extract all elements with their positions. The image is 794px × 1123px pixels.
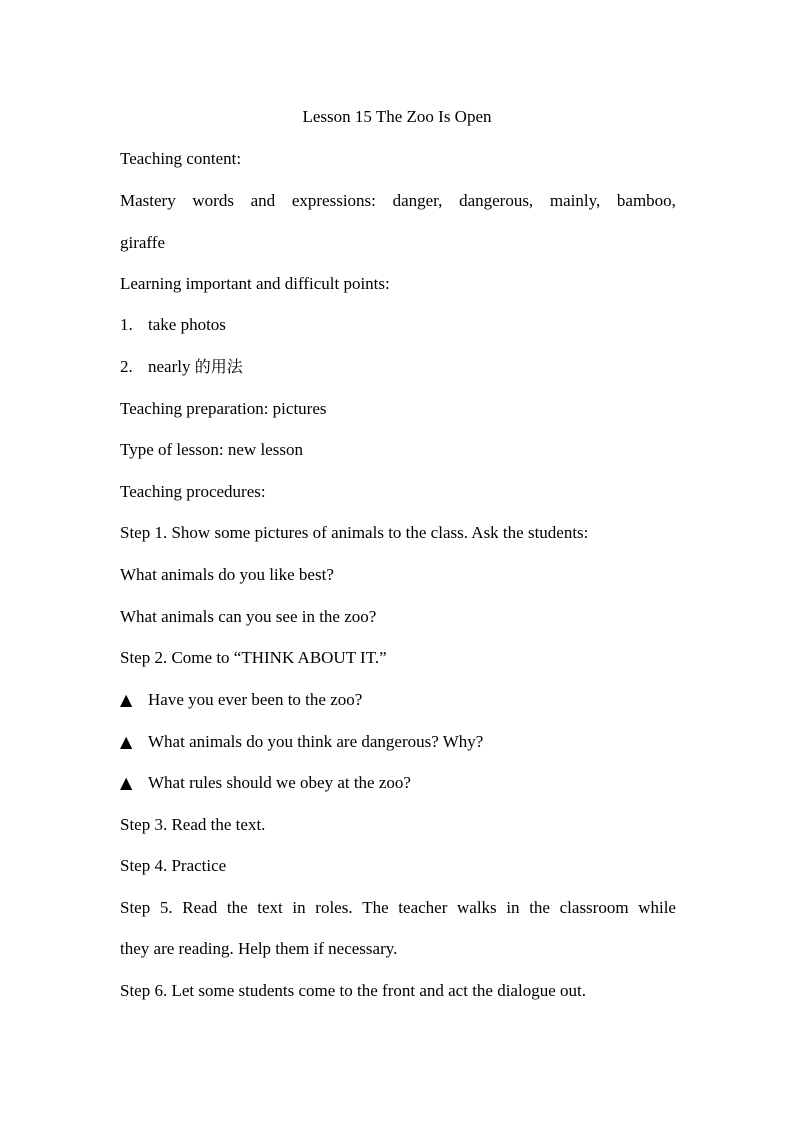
bullet-text: Have you ever been to the zoo? (148, 690, 363, 709)
question-2: What animals can you see in the zoo? (120, 607, 377, 626)
teaching-content-heading: Teaching content: (120, 149, 242, 168)
bullet-text: What animals do you think are dangerous? Why? (148, 732, 484, 751)
step-5-continuation: they are reading. Help them if necessary. (120, 939, 398, 958)
step-2: Step 2. Come to “THINK ABOUT IT.” (120, 648, 387, 667)
word: 5. (159, 898, 173, 917)
word: Mastery (120, 191, 176, 210)
word: classroom (559, 898, 629, 917)
point-number: 1. (120, 315, 133, 334)
step-1: Step 1. Show some pictures of animals to the class. Ask the students: (120, 523, 589, 542)
word: Step (120, 898, 151, 917)
point-number: 2. (120, 357, 133, 376)
triangle-icon: ▲ (120, 773, 133, 792)
word: bamboo, (616, 191, 676, 210)
word: roles. (315, 898, 353, 917)
word: in (292, 898, 306, 917)
word: mainly, (549, 191, 601, 210)
mastery-words-continuation: giraffe (120, 233, 165, 252)
step-3: Step 3. Read the text. (120, 815, 266, 834)
word: text (257, 898, 283, 917)
point-text: nearly (148, 357, 191, 376)
word: walks (457, 898, 497, 917)
point-item (120, 355, 676, 379)
lesson-title: Lesson 15 The Zoo Is Open (302, 107, 492, 126)
teaching-preparation: Teaching preparation: pictures (120, 399, 327, 418)
triangle-icon: ▲ (120, 732, 133, 751)
mastery-words-line (120, 189, 676, 213)
question-1: What animals do you like best? (120, 565, 334, 584)
step-5-line (120, 896, 676, 920)
word: the (529, 898, 550, 917)
step-4: Step 4. Practice (120, 856, 227, 875)
bullet-text: What rules should we obey at the zoo? (148, 773, 411, 792)
point-extra: 的用法 (194, 357, 243, 376)
word: and (250, 191, 276, 210)
point-item (120, 313, 676, 337)
word: expressions: (291, 191, 376, 210)
word: danger, (392, 191, 443, 210)
triangle-icon: ▲ (120, 690, 133, 709)
word: dangerous, (459, 191, 534, 210)
point-text: take photos (148, 315, 226, 334)
word: the (226, 898, 248, 917)
bullet-item (120, 688, 676, 712)
word: in (506, 898, 520, 917)
points-heading: Learning important and difficult points: (120, 274, 390, 293)
word: Read (182, 898, 218, 917)
bullet-item (120, 730, 676, 754)
procedures-heading: Teaching procedures: (120, 482, 266, 501)
step-6: Step 6. Let some students come to the front and act the dialogue out. (120, 981, 586, 1000)
bullet-item (120, 771, 676, 795)
word: words (192, 191, 234, 210)
word: while (638, 898, 676, 917)
type-of-lesson: Type of lesson: new lesson (120, 440, 303, 459)
word: The (362, 898, 389, 917)
word: teacher (398, 898, 448, 917)
